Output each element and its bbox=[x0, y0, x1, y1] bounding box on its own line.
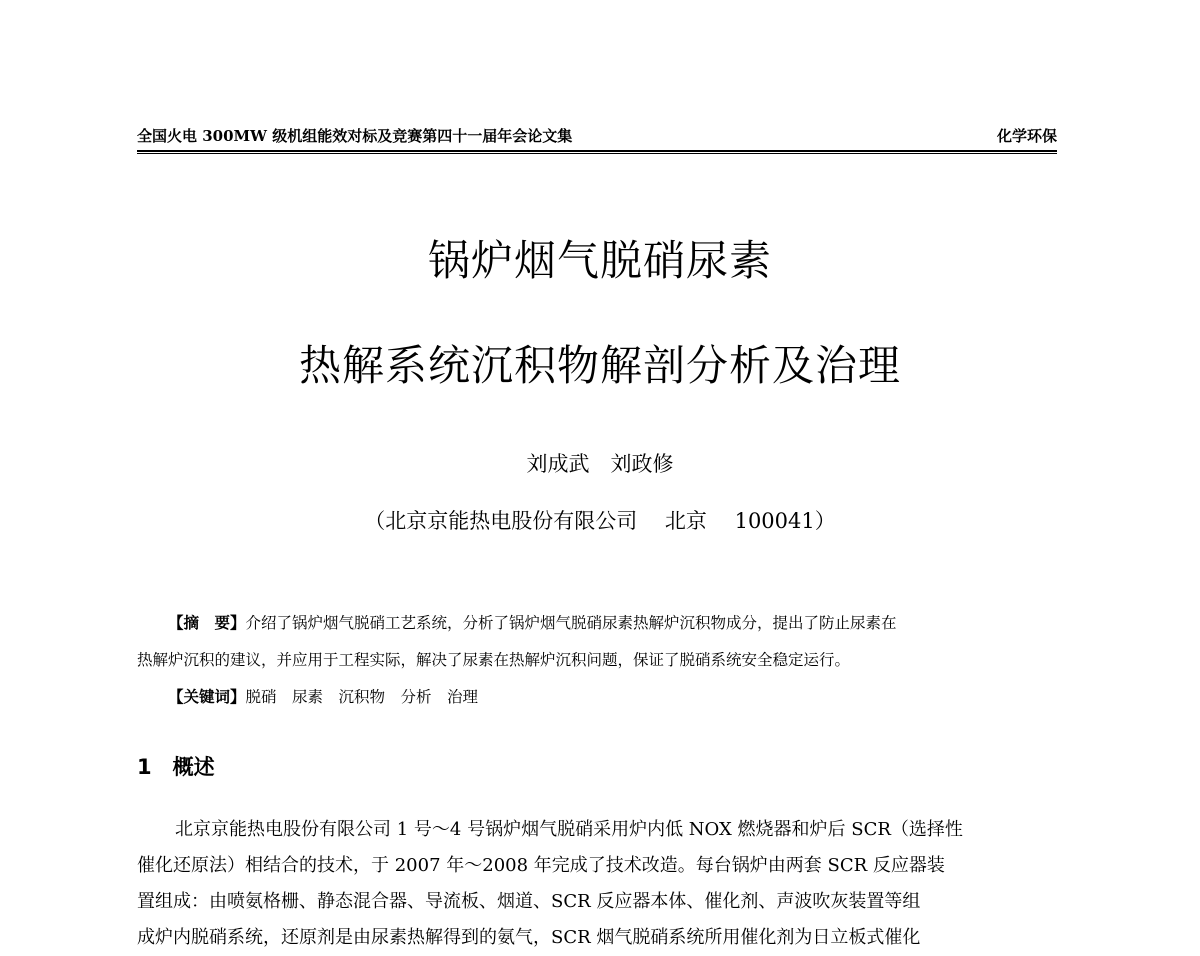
abstract-text-1: 介绍了锅炉烟气脱硝工艺系统，分析了锅炉烟气脱硝尿素热解炉沉积物成分，提出了防止尿素在 bbox=[245, 614, 897, 632]
paper-title-line-1: 锅炉烟气脱硝尿素 bbox=[427, 236, 772, 285]
keywords-text: 脱硝 尿素 沉积物 分析 治理 bbox=[245, 688, 479, 706]
authors: 刘成武 刘政修 bbox=[526, 452, 674, 476]
body-line: 北京京能热电股份有限公司 1 号～4 号锅炉烟气脱硝采用炉内低 NOX 燃烧器和炉后 SCR（选择性 bbox=[175, 819, 963, 840]
section-body bbox=[137, 812, 1057, 956]
body-line: 成炉内脱硝系统，还原剂是由尿素热解得到的氨气，SCR 烟气脱硝系统所用催化剂为日立板式催化 bbox=[137, 927, 921, 948]
body-line: 置组成：由喷氨格栅、静态混合器、导流板、烟道、SCR 反应器本体、催化剂、声波吹灰装置等组 bbox=[137, 891, 921, 912]
abstract-line-1 bbox=[137, 605, 1057, 642]
section-heading-overview: 1 概述 bbox=[137, 755, 215, 779]
header-proceedings-title: 全国火电 300MW 级机组能效对标及竞赛第四十一届年会论文集 bbox=[137, 127, 573, 145]
abstract bbox=[137, 605, 1057, 716]
affiliation: （北京京能热电股份有限公司 北京 100041） bbox=[364, 509, 836, 533]
header-section-label: 化学环保 bbox=[996, 127, 1057, 145]
abstract-text-2: 热解炉沉积的建议，并应用于工程实际，解决了尿素在热解炉沉积问题，保证了脱硝系统安全稳定运行。 bbox=[137, 651, 851, 669]
abstract-label: 【摘 要】 bbox=[168, 614, 246, 632]
paper-title-line-2: 热解系统沉积物解剖分析及治理 bbox=[298, 341, 901, 390]
header-rule bbox=[137, 150, 1057, 154]
keywords-line bbox=[137, 679, 1057, 716]
body-line: 催化还原法）相结合的技术，于 2007 年～2008 年完成了技术改造。每台锅炉由两套 SCR 反应器装 bbox=[137, 855, 945, 876]
running-header bbox=[137, 124, 1057, 148]
keywords-label: 【关键词】 bbox=[168, 688, 246, 706]
